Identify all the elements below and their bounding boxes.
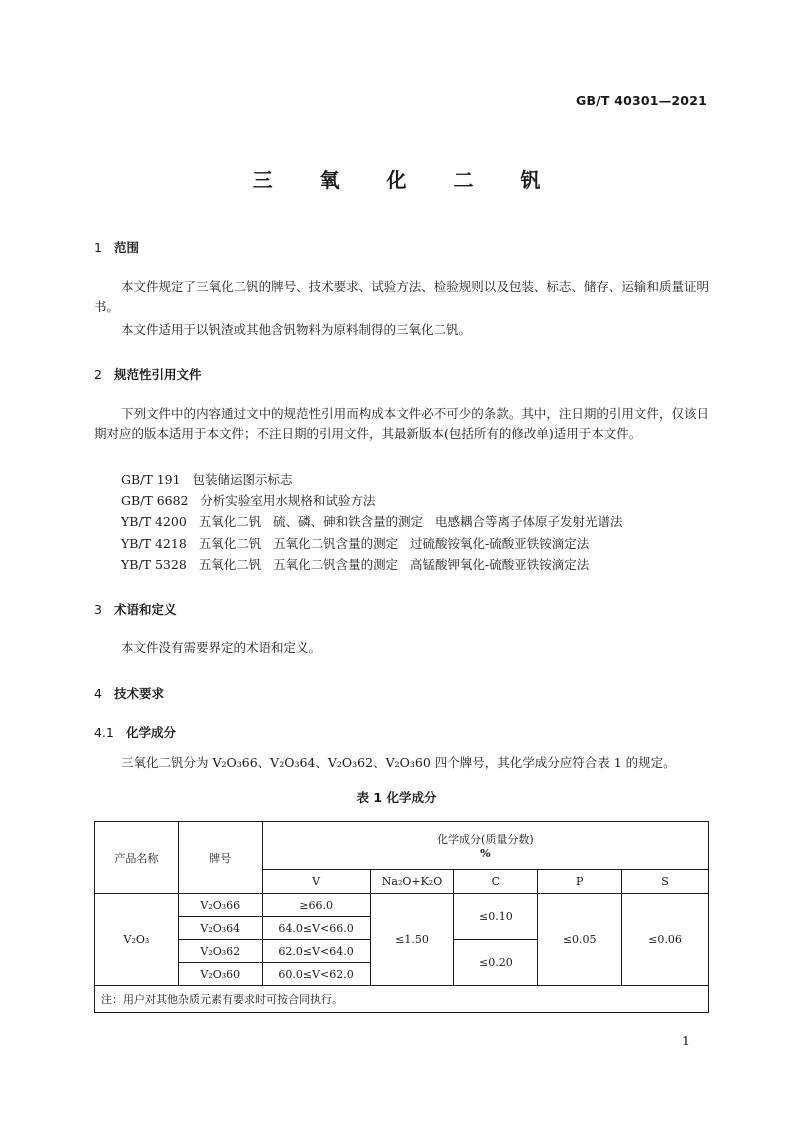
section-3-paragraph-1: 本文件没有需要界定的术语和定义。 [121,640,322,655]
cell-grade: V₂O₃64 [178,917,262,940]
reference-item: GB/T 191 包装储运图示标志 [121,472,293,487]
section-4-heading [94,684,164,702]
table-note: 注：用户对其他杂质元素有要求时可按合同执行。 [95,986,709,1013]
cell-v: 60.0≤V<62.0 [262,963,370,986]
section-title: 范围 [114,240,140,255]
header-product-name: 产品名称 [95,822,179,894]
cell-grade: V₂O₃62 [178,940,262,963]
cell-grade: V₂O₃66 [178,894,262,917]
section-number: 4 [94,686,102,701]
cell-c-low: ≤0.20 [454,940,538,986]
subsection-4-1-paragraph: 三氧化二钒分为 V₂O₃66、V₂O₃64、V₂O₃62、V₂O₃60 四个牌号，其化学成分应符合表 1 的规定。 [121,755,676,770]
header-composition [262,822,708,870]
cell-s: ≤0.06 [622,894,709,986]
reference-item: YB/T 4218 五氧化二钒 五氧化二钒含量的测定 过硫酸铵氧化-硫酸亚铁铵滴定法 [121,536,590,551]
header-col-c: C [454,870,538,894]
reference-item: YB/T 4200 五氧化二钒 硫、磷、砷和铁含量的测定 电感耦合等离子体原子发射光谱法 [121,514,623,529]
reference-item: GB/T 6682 分析实验室用水规格和试验方法 [121,493,376,508]
header-col-s: S [622,870,709,894]
reference-item: YB/T 5328 五氧化二钒 五氧化二钒含量的测定 高锰酸钾氧化-硫酸亚铁铵滴定法 [121,557,590,572]
chemical-composition-table [94,821,709,1013]
section-3-heading [94,600,177,618]
cell-c-high: ≤0.10 [454,894,538,940]
section-title: 规范性引用文件 [114,367,202,382]
section-number: 3 [94,602,102,617]
section-1-heading [94,238,139,256]
table-caption: 表 1 化学成分 [356,790,437,805]
cell-product: V₂O₃ [95,894,179,986]
section-number: 2 [94,367,102,382]
header-composition-unit: % [480,847,491,860]
header-composition-label: 化学成分(质量分数) [437,833,534,846]
table-note-row [95,986,709,1013]
page-number: 1 [682,1033,690,1048]
section-title: 技术要求 [114,686,165,701]
header-col-na2o-k2o: Na₂O+K₂O [370,870,454,894]
section-title: 术语和定义 [114,602,177,617]
section-2-paragraph-1: 下列文件中的内容通过文中的规范性引用而构成本文件必不可少的条款。其中，注日期的引用文件，仅该日期对应的版本适用于本文件；不注日期的引用文件，其最新版本(包括所有的修改单)适用于本文件。 [94,406,709,441]
document-title: 三 氧 化 二 钒 [252,168,561,192]
table-row [95,894,709,917]
section-number: 1 [94,240,102,255]
subsection-number: 4.1 [94,725,114,740]
cell-p: ≤0.05 [538,894,622,986]
cell-na2o-k2o: ≤1.50 [370,894,454,986]
header-col-p: P [538,870,622,894]
cell-v: ≥66.0 [262,894,370,917]
cell-grade: V₂O₃60 [178,963,262,986]
header-col-v: V [262,870,370,894]
header-grade: 牌号 [178,822,262,894]
cell-v: 64.0≤V<66.0 [262,917,370,940]
subsection-4-1-heading [94,723,176,741]
section-2-heading [94,365,202,383]
standard-number: GB/T 40301—2021 [575,93,707,108]
subsection-title: 化学成分 [126,725,177,740]
section-1-paragraph-1: 本文件规定了三氧化二钒的牌号、技术要求、试验方法、检验规则以及包装、标志、储存、运输和质量证明书。 [94,279,709,314]
section-1-paragraph-2: 本文件适用于以钒渣或其他含钒物料为原料制得的三氧化二钒。 [121,322,472,337]
cell-v: 62.0≤V<64.0 [262,940,370,963]
